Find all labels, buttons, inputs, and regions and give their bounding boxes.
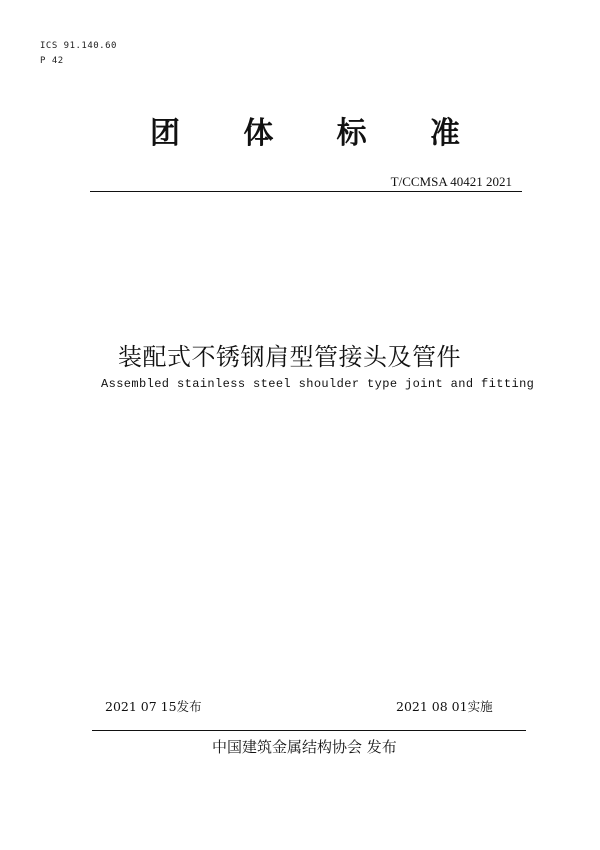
publisher: 中国建筑金属结构协会 发布 xyxy=(212,738,397,756)
ics-code: ICS 91.140.60 xyxy=(40,41,117,51)
standard-number: T/CCMSA 40421 2021 xyxy=(390,174,512,189)
issue-date: 2021 07 15发布 xyxy=(105,699,202,714)
document-title-cn: 装配式不锈钢肩型管接头及管件 xyxy=(118,343,461,371)
document-title-en: Assembled stainless steel shoulder type joint and fitting xyxy=(101,377,535,391)
ccs-code: P 42 xyxy=(40,56,64,66)
implementation-date: 2021 08 01实施 xyxy=(396,699,493,714)
standard-type-char: 准 xyxy=(429,116,460,151)
standard-type-heading xyxy=(150,108,460,152)
standard-type-char: 标 xyxy=(336,116,367,151)
header-divider xyxy=(90,191,522,192)
footer-divider xyxy=(92,730,526,731)
standard-type-char: 体 xyxy=(243,116,274,151)
standard-type-char: 团 xyxy=(150,116,180,151)
